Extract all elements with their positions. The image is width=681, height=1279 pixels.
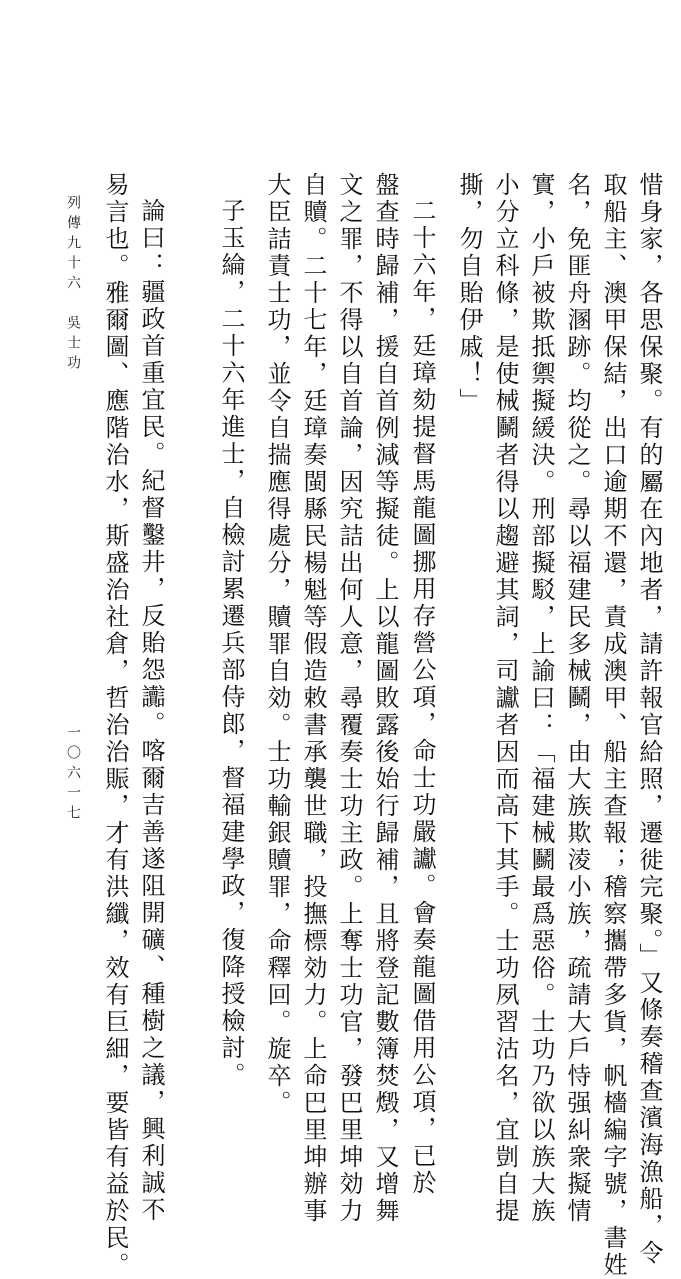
text-column-6: 撕，勿自貽伊戚！」 xyxy=(455,172,483,415)
text-column-12: 子玉綸，二十六年進士，自檢討累遷兵部侍郎，督福建學政，復降授檢討。 xyxy=(217,198,245,1089)
text-column-3: 名，免匪舟溷跡。均從之。尋以福建民多械鬭，由大族欺淩小族，疏請大戶恃强糾衆擬情 xyxy=(563,172,591,1225)
text-column-2: 取船主、澳甲保結，出口逾期不還，責成澳甲、船主查報；稽察攜帶多貨，帆檣編字號，書姓 xyxy=(599,172,627,1279)
text-column-4: 實，小戶被欺抵禦擬緩決。刑部擬駁，上諭曰：「福建械鬭最爲惡俗。士功乃欲以族大族 xyxy=(527,172,555,1225)
text-column-1: 惜身家，各思保聚。有的屬在內地者，請許報官給照，遷徙完聚。」又條奏稽查濱海漁船，令 xyxy=(635,172,663,1267)
text-column-5: 小分立科條，是使械鬭者得以趨避其詞，司讞者因而高下其手。士功夙習沽名，宜剴自提 xyxy=(491,172,519,1225)
text-column-9: 文之罪，不得以自首論，因究詰出何人意，尋覆奏士功主政。上奪士功官，發巴里坤効力 xyxy=(335,172,363,1225)
text-column-14: 易言也。雅爾圖、應階治水，斯盛治社倉，哲治治賑，才有洪纖，效有巨細，要皆有益於民。 xyxy=(101,172,129,1279)
text-column-10: 自贖。二十七年，廷璋奏閩縣民楊魁等假造敕書承襲世職，投撫標効力。上命巴里坤辦事 xyxy=(299,172,327,1225)
running-head: 列傳九十六 吳士功 xyxy=(65,195,81,375)
text-column-13: 論曰：疆政首重宜民。紀督鑿井，反貽怨讟。喀爾吉善遂阻開礦、種樹之議，興利誠不 xyxy=(137,198,165,1224)
text-column-11: 大臣詰責士功，並令自揣應得處分，贖罪自効。士功輸銀贖罪，命釋回。旋卒。 xyxy=(263,172,291,1117)
page-number: 一〇六一七 xyxy=(65,725,81,825)
text-column-8: 盤查時歸補，援自首例減等擬徒。上以龍圖敗露後始行歸補，且將登記數簿焚燬，又增舞 xyxy=(371,172,399,1225)
text-column-7: 二十六年，廷璋劾提督馬龍圖挪用存營公項，命士功嚴讞。會奏龍圖借用公項，已於 xyxy=(408,198,436,1197)
